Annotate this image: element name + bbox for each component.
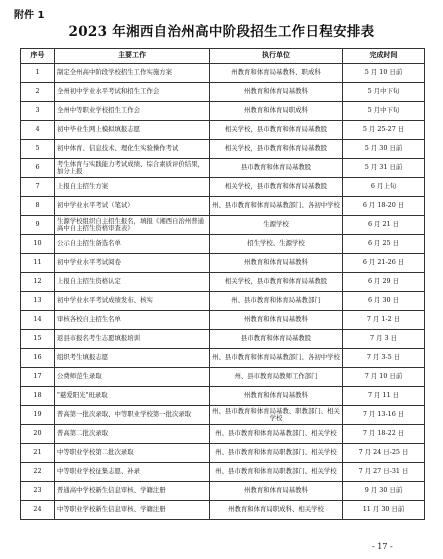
row-task: 考生体育与实践能力考试成绩、综合素质评价结果，加分上报 — [55, 159, 210, 178]
table-row — [21, 102, 425, 121]
table-row — [21, 273, 425, 292]
row-time: 7 月 11 日 — [343, 387, 425, 406]
row-task: "慈爱阳光"班录取 — [55, 387, 210, 406]
page-number: - 17 - — [372, 542, 393, 551]
table-row — [21, 83, 425, 102]
row-task: 公费师范生录取 — [55, 368, 210, 387]
row-unit: 州、县市教育和体育局职教部门、相关学校 — [210, 444, 343, 463]
table-row — [21, 178, 425, 197]
table-row — [21, 463, 425, 482]
row-unit: 县市教育和体育局基教股 — [210, 159, 343, 178]
row-number: 1 — [21, 64, 55, 83]
row-unit: 相关学校，县市教育和体育局基教股 — [210, 140, 343, 159]
row-unit: 州、县市教育和体育局基教部门 — [210, 292, 343, 311]
row-time: 6 月 21-26 日 — [343, 254, 425, 273]
row-number: 19 — [21, 406, 55, 425]
table-row — [21, 482, 425, 501]
row-unit: 生源学校 — [210, 216, 343, 235]
attachment-label: 附件 1 — [14, 10, 45, 21]
row-number: 17 — [21, 368, 55, 387]
table-header-row — [21, 49, 425, 64]
row-number: 8 — [21, 197, 55, 216]
row-time: 7 月 24 日-25 日 — [343, 444, 425, 463]
schedule-table — [20, 48, 425, 520]
row-time: 11 月 30 日前 — [343, 501, 425, 520]
row-unit: 相关学校，县市教育和体育局基教股 — [210, 178, 343, 197]
table-row — [21, 368, 425, 387]
row-unit: 州、县市教育和体育局基教部门、各初中学校 — [210, 197, 343, 216]
header-no: 序号 — [21, 49, 55, 64]
row-unit: 州教育和体育局基教科 — [210, 387, 343, 406]
row-number: 23 — [21, 482, 55, 501]
row-time: 7 月 10 日前 — [343, 368, 425, 387]
row-time: 7 月 3 日 — [343, 330, 425, 349]
row-time: 6 月 21 日 — [343, 216, 425, 235]
row-task: 全州初中学业水平考试和招生工作会 — [55, 83, 210, 102]
row-number: 21 — [21, 444, 55, 463]
row-time: 5 月 30 日前 — [343, 140, 425, 159]
row-number: 22 — [21, 463, 55, 482]
row-task: 中等职业学校第二批次录取 — [55, 444, 210, 463]
row-unit: 州、县市教育局教师工作部门 — [210, 368, 343, 387]
row-unit: 州教育和体育局基教科 — [210, 83, 343, 102]
table-row — [21, 254, 425, 273]
table-row — [21, 197, 425, 216]
header-time: 完成时间 — [343, 49, 425, 64]
row-time: 7 月 18-22 日 — [343, 425, 425, 444]
table-row — [21, 330, 425, 349]
row-task: 普高第二批次录取 — [55, 425, 210, 444]
row-time: 5 月 10 日前 — [343, 64, 425, 83]
table-row — [21, 444, 425, 463]
row-task: 普通高中学校新生信息审核、学籍注册 — [55, 482, 210, 501]
row-task: 返县市报名考生志愿填报培训 — [55, 330, 210, 349]
row-time: 7 月 1-2 日 — [343, 311, 425, 330]
row-number: 13 — [21, 292, 55, 311]
row-number: 20 — [21, 425, 55, 444]
table-row — [21, 64, 425, 83]
row-task: 全州中等职业学校招生工作会 — [55, 102, 210, 121]
header-task: 主要工作 — [55, 49, 210, 64]
row-number: 6 — [21, 159, 55, 178]
row-unit: 州教育和体育局基教科 — [210, 254, 343, 273]
row-time: 9 月 30 日前 — [343, 482, 425, 501]
row-task: 公示自主招生备选名单 — [55, 235, 210, 254]
row-time: 6 月 30 日 — [343, 292, 425, 311]
row-unit: 招生学校、生源学校 — [210, 235, 343, 254]
row-number: 14 — [21, 311, 55, 330]
document-title: 2023 年湘西自治州高中阶段招生工作日程安排表 — [68, 24, 375, 40]
table-row — [21, 349, 425, 368]
table-row — [21, 216, 425, 235]
table-row — [21, 406, 425, 425]
row-unit: 州、县市教育和体育局基教、职教部门、相关学校 — [210, 406, 343, 425]
row-task: 上报自主招生方案 — [55, 178, 210, 197]
row-task: 初中学业水平考试（笔试） — [55, 197, 210, 216]
row-task: 制定全州高中阶段学校招生工作实施方案 — [55, 64, 210, 83]
row-number: 18 — [21, 387, 55, 406]
row-number: 24 — [21, 501, 55, 520]
row-number: 16 — [21, 349, 55, 368]
row-time: 5 月中下旬 — [343, 83, 425, 102]
row-unit: 州教育和体育局职成科 — [210, 102, 343, 121]
row-unit: 州教育和体育局基教科 — [210, 482, 343, 501]
row-unit: 州教育和体育局基教科、职成科 — [210, 64, 343, 83]
row-time: 6 月 18-20 日 — [343, 197, 425, 216]
row-task: 中等职业学校新生信息审核、学籍注册 — [55, 501, 210, 520]
table-row — [21, 311, 425, 330]
row-task: 普高第一批次录取、中等职业学校第一批次录取 — [55, 406, 210, 425]
row-number: 2 — [21, 83, 55, 102]
row-task: 上报自主招生资格认定 — [55, 273, 210, 292]
row-unit: 县市教育和体育局基教股 — [210, 330, 343, 349]
table-row — [21, 501, 425, 520]
table-row — [21, 425, 425, 444]
row-task: 初中学业水平考试阅卷 — [55, 254, 210, 273]
row-task: 中等职业学校征集志愿、补录 — [55, 463, 210, 482]
row-time: 6 月上旬 — [343, 178, 425, 197]
row-number: 3 — [21, 102, 55, 121]
table-body — [21, 64, 425, 520]
row-time: 6 月 29 日 — [343, 273, 425, 292]
row-task: 初中毕业生网上模拟填报志愿 — [55, 121, 210, 140]
table-row — [21, 140, 425, 159]
table-row — [21, 159, 425, 178]
row-number: 7 — [21, 178, 55, 197]
row-number: 10 — [21, 235, 55, 254]
row-unit: 州、县市教育和体育局基教部门、相关学校 — [210, 425, 343, 444]
row-task: 生源学校组织自主招生报名，填报《湘西自治州普通高中自主招生资格审查表》 — [55, 216, 210, 235]
row-number: 11 — [21, 254, 55, 273]
row-task: 审核各校自主招生名单 — [55, 311, 210, 330]
row-time: 7 月 27 日-31 日 — [343, 463, 425, 482]
row-time: 6 月 25 日 — [343, 235, 425, 254]
table-row — [21, 292, 425, 311]
header-unit: 执行单位 — [210, 49, 343, 64]
table-row — [21, 121, 425, 140]
row-unit: 州、县市教育和体育局基教部门、各初中学校 — [210, 349, 343, 368]
row-number: 4 — [21, 121, 55, 140]
row-unit: 相关学校，县市教育和体育局基教股 — [210, 121, 343, 140]
row-time: 5 月 31 日前 — [343, 159, 425, 178]
row-task: 初中体育、信息技术、理化生实验操作考试 — [55, 140, 210, 159]
row-number: 12 — [21, 273, 55, 292]
table-row — [21, 387, 425, 406]
row-task: 组织考生填报志愿 — [55, 349, 210, 368]
row-time: 7 月 3-5 日 — [343, 349, 425, 368]
row-unit: 州、县市教育和体育局职教部门、相关学校 — [210, 463, 343, 482]
row-unit: 州教育和体育局职成科、相关学校 — [210, 501, 343, 520]
row-task: 初中学业水平考试成绩发布、核实 — [55, 292, 210, 311]
row-time: 7 月 13-16 日 — [343, 406, 425, 425]
row-time: 5 月 25-27 日 — [343, 121, 425, 140]
row-time: 5 月中下旬 — [343, 102, 425, 121]
row-number: 9 — [21, 216, 55, 235]
row-unit: 州教育和体育局基教科 — [210, 311, 343, 330]
row-number: 15 — [21, 330, 55, 349]
row-unit: 相关学校，县市教育和体育局基教股 — [210, 273, 343, 292]
row-number: 5 — [21, 140, 55, 159]
table-row — [21, 235, 425, 254]
